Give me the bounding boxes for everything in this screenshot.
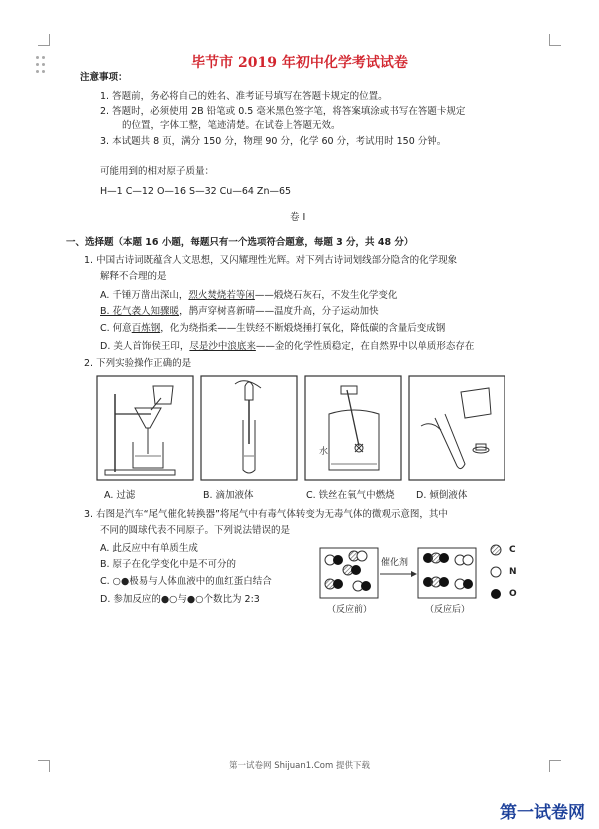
- before-label: （反应前）: [327, 605, 373, 615]
- question-3-option-a: A. 此反应中有单质生成: [100, 543, 198, 554]
- dropper-figure: [201, 376, 297, 480]
- question-1-stem-cont: 解释不合理的是: [100, 271, 167, 282]
- iron-wire-figure: [305, 376, 401, 480]
- notice-item: 2. 答题时，必须使用 2B 铅笔或 0.5 毫米黑色签字笔，将答案填涂或书写在答题卡规定: [100, 106, 466, 117]
- question-2-option-a: A. 过滤: [104, 490, 136, 501]
- question-3-stem: 3. 右图是汽车“尾气催化转换器”将尾气中有毒气体转变为无毒气体的微观示意图，其中: [84, 509, 448, 520]
- crop-mark-top-left: [38, 34, 50, 46]
- legend-o: O: [509, 589, 517, 599]
- question-1-option-c: C. 何意百炼钢，化为绕指柔——生铁经不断煅烧捶打氧化，降低碳的含量后变成钢: [100, 323, 446, 334]
- notice-heading: 注意事项：: [80, 72, 128, 83]
- question-2-option-d: D. 倾倒液体: [416, 490, 468, 501]
- question-2-option-b: B. 滴加液体: [203, 490, 254, 501]
- question-1-option-d: D. 美人首饰侯王印，尽是沙中浪底来——金的化学性质稳定，在自然界中以单质形态存在: [100, 341, 475, 352]
- question-2-option-c: C. 铁丝在氧气中燃烧: [306, 490, 395, 501]
- question-3-option-b: B. 原子在化学变化中是不可分的: [100, 559, 237, 570]
- page-footer: 第一试卷网 Shijuan1.Com 提供下载: [229, 761, 370, 771]
- brand-watermark: 第一试卷网: [500, 803, 585, 823]
- notice-item: 的位置，字体工整，笔迹清楚。在试卷上答题无效。: [122, 120, 341, 131]
- notice-item: 1. 答题前，务必将自己的姓名、准考证号填写在答题卡规定的位置。: [100, 91, 388, 102]
- catalyst-label: 催化剂: [381, 558, 409, 568]
- filtration-figure: [97, 376, 193, 480]
- volume-heading: 卷 I: [290, 212, 306, 223]
- question-1-stem: 1. 中国古诗词既蕴含人文思想，又闪耀理性光辉。对下列古诗词划线部分隐含的化学现象: [84, 255, 458, 266]
- legend-c: C: [509, 545, 516, 555]
- question-1-option-b: B. 花气袭人知骤暖，鹊声穿树喜新晴——温度升高，分子运动加快: [100, 306, 379, 317]
- notice-item: 3. 本试题共 8 页，满分 150 分，物理 90 分，化学 60 分，考试用时 150 分钟。: [100, 136, 447, 147]
- question-3-stem-cont: 不同的圆球代表不同原子。下列说法错误的是: [100, 525, 291, 536]
- crop-mark-top-right: [549, 34, 561, 46]
- atomic-mass-list: H—1 C—12 O—16 S—32 Cu—64 Zn—65: [100, 186, 292, 197]
- question-1-option-a: A. 千锤万凿出深山，烈火焚烧若等闲——煅烧石灰石，不发生化学变化: [100, 290, 398, 301]
- question-3-option-c: C. ○●极易与人体血液中的血红蛋白结合: [100, 576, 272, 587]
- legend-n: N: [509, 567, 517, 577]
- question-2-figures: [95, 374, 505, 482]
- water-label: 水: [319, 447, 329, 457]
- after-label: （反应后）: [425, 605, 471, 615]
- page-title: 毕节市 2019 年初中化学考试试卷: [191, 55, 408, 71]
- pouring-figure: [409, 376, 505, 480]
- question-3-option-d: D. 参加反应的●○与●○个数比为 2:3: [100, 594, 260, 605]
- question-2-stem: 2. 下列实验操作正确的是: [84, 358, 192, 369]
- section-heading: 一、选择题（本题 16 小题，每题只有一个选项符合题意，每题 3 分，共 48 分）: [66, 237, 414, 248]
- atomic-mass-intro: 可能用到的相对原子质量：: [100, 166, 215, 177]
